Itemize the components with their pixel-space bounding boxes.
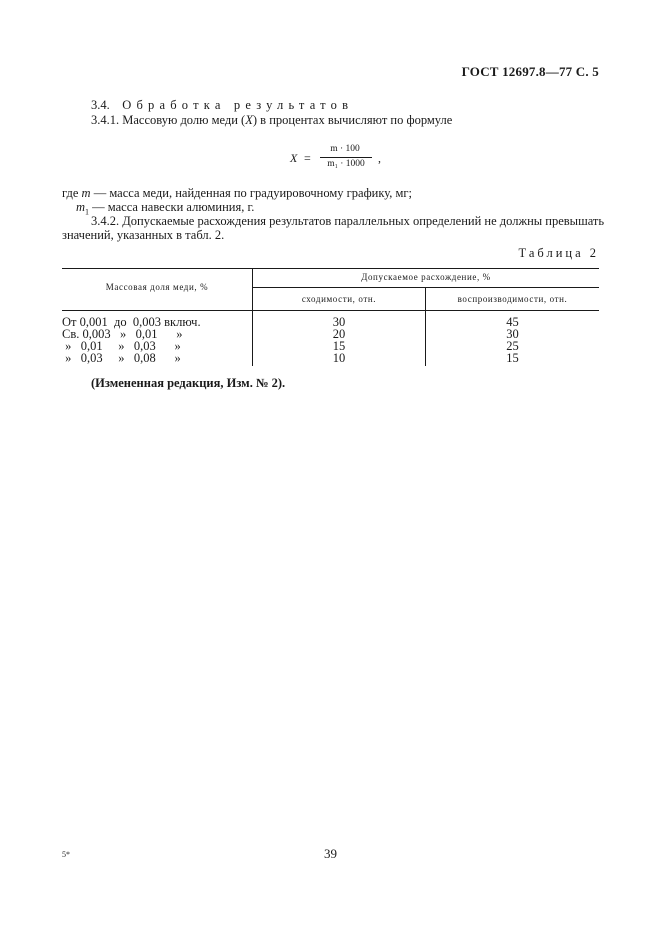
section-number: 3.4.	[91, 98, 110, 112]
where-line-1: где m — масса меди, найденная по градуировочному графику, мг;	[62, 186, 413, 200]
table-row-4-reproducibility: 15	[506, 351, 519, 365]
table-row-4-repeatability: 10	[332, 351, 346, 365]
table-header-allowable-discrepancy: Допускаемое расхождение, %	[361, 272, 491, 282]
table-row-3-reproducibility: 25	[506, 339, 519, 353]
paragraph-3-4-1: 3.4.1. Массовую долю меди (X) в процентах вычисляют по формуле	[91, 113, 453, 127]
table-row-3-range: » 0,01 » 0,03 »	[62, 339, 181, 353]
table-caption: Таблица 2	[518, 246, 599, 260]
table-row-2-range: Св. 0,003 » 0,01 »	[62, 327, 183, 341]
table-row-1-range: От 0,001 до 0,003 включ.	[62, 315, 201, 329]
formula-denominator: m₁ · 1000	[327, 159, 365, 169]
page-number: 39	[324, 846, 337, 861]
formula-lhs: X	[290, 151, 298, 165]
table-header-rule	[62, 310, 599, 311]
fraction-bar	[320, 157, 372, 158]
section-title: Обработка результатов	[122, 98, 354, 112]
table-header-reproducibility: воспроизводимости, отн.	[457, 294, 568, 304]
table-row-1-repeatability: 30	[332, 315, 346, 329]
amendment-note: (Измененная редакция, Изм. № 2).	[91, 376, 286, 390]
section-heading	[91, 98, 353, 113]
footer-mark: 5*	[62, 850, 70, 859]
table-row-1-reproducibility: 45	[506, 315, 519, 329]
formula-equals: =	[304, 151, 311, 165]
paragraph-3-4-2-line-2: значений, указанных в табл. 2.	[62, 228, 225, 242]
table-row-3-repeatability: 15	[332, 339, 346, 353]
formula-comma: ,	[378, 151, 381, 165]
table-row-2-repeatability: 20	[332, 327, 346, 341]
paragraph-3-4-2-line-1: 3.4.2. Допускаемые расхождения результатов параллельных определений не должны превышать	[91, 214, 605, 228]
formula	[290, 143, 400, 173]
table-top-rule	[62, 268, 599, 269]
table-row-4-range: » 0,03 » 0,08 »	[62, 351, 181, 365]
table-row-2-reproducibility: 30	[506, 327, 519, 341]
document-header: ГОСТ 12697.8—77 С. 5	[461, 64, 599, 79]
table-header-repeatability: сходимости, отн.	[301, 294, 377, 304]
where-line-2: $m_1$ — масса навески алюминия, г.	[76, 200, 255, 217]
formula-numerator: m · 100	[330, 144, 360, 154]
table-header-mass-fraction: Массовая доля меди, %	[105, 282, 209, 292]
